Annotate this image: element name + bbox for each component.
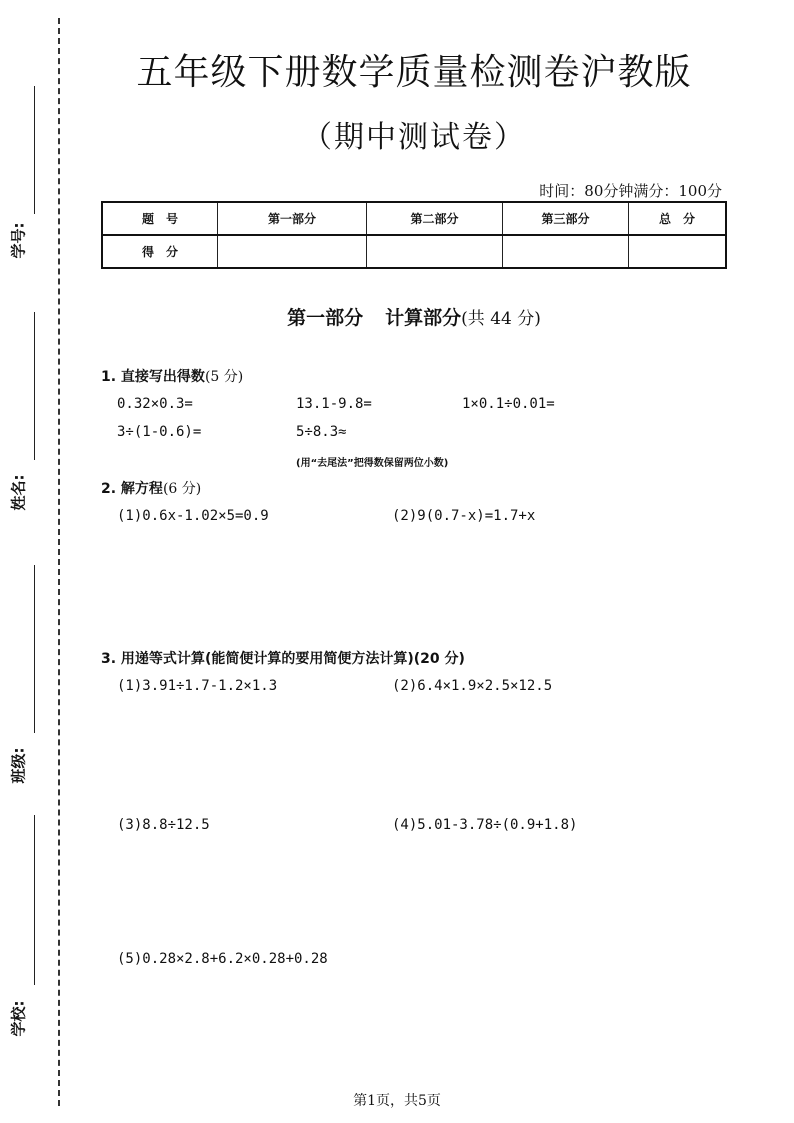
name-label: 姓名:: [9, 474, 28, 511]
school-field[interactable]: [0, 815, 52, 1035]
school-label: 学校:: [9, 1000, 28, 1037]
q3-item: (1)3.91÷1.7-1.2×1.3: [117, 678, 278, 694]
q3-item: (2)6.4×1.9×2.5×12.5: [392, 678, 553, 694]
q1-heading: [101, 366, 243, 386]
q3-item: (4)5.01-3.78÷(0.9+1.8): [392, 817, 578, 833]
school-line: [34, 815, 35, 985]
class-line: [34, 565, 35, 733]
q2-heading: [101, 478, 201, 498]
score-cell-part3[interactable]: [503, 235, 629, 268]
student-id-label: 学号:: [9, 222, 28, 259]
q3-item: (5)0.28×2.8+6.2×0.28+0.28: [117, 951, 328, 967]
q1-item: 3÷(1-0.6)=: [117, 424, 202, 440]
score-table-score-row: [102, 235, 726, 268]
section-heading: [100, 303, 728, 330]
q2-title: 2. 解方程: [101, 481, 163, 497]
q1-points: (5 分): [204, 369, 244, 385]
time-and-score-info: 时间：80分钟满分：100分: [539, 182, 722, 200]
q1-item: 13.1-9.8=: [296, 396, 372, 412]
q1-note: (用“去尾法”把得数保留两位小数): [296, 458, 449, 469]
name-line: [34, 312, 35, 460]
student-id-field[interactable]: [0, 80, 52, 260]
q1-item: 1×0.1÷0.01=: [462, 396, 555, 412]
class-label: 班级:: [9, 747, 28, 784]
q1-item: 0.32×0.3=: [117, 396, 193, 412]
q1-title: 1. 直接写出得数: [101, 369, 205, 385]
exam-title: 五年级下册数学质量检测卷沪教版: [136, 52, 692, 93]
table-cell: 总 分: [629, 202, 727, 235]
table-cell: 得 分: [102, 235, 218, 268]
binding-dashed-line: [58, 18, 60, 1106]
table-cell: 题 号: [102, 202, 218, 235]
q2-points: (6 分): [162, 481, 202, 497]
q3-subtitle: (能简便计算的要用简便方法计算): [204, 651, 414, 667]
q3-item: (3)8.8÷12.5: [117, 817, 210, 833]
table-cell: 第三部分: [503, 202, 629, 235]
student-id-line: [34, 86, 35, 214]
class-field[interactable]: [0, 565, 52, 785]
table-cell: 第二部分: [367, 202, 503, 235]
section-points: (共 44 分): [461, 309, 541, 329]
score-cell-total[interactable]: [629, 235, 727, 268]
score-cell-part1[interactable]: [218, 235, 367, 268]
exam-subtitle: （期中测试卷）: [302, 120, 526, 155]
q1-item: 5÷8.3≈: [296, 424, 347, 440]
section-name: 计算部分: [385, 307, 462, 329]
page-number: 第1页，共5页: [353, 1093, 441, 1109]
q2-item: (1)0.6x-1.02×5=0.9: [117, 508, 269, 524]
q3-points: (20 分): [413, 651, 465, 667]
score-cell-part2[interactable]: [367, 235, 503, 268]
section-part: 第一部分: [287, 307, 364, 329]
score-table-header-row: [102, 202, 726, 235]
q3-heading: [101, 648, 465, 668]
q2-item: (2)9(0.7-x)=1.7+x: [392, 508, 536, 524]
q3-title: 3. 用递等式计算: [101, 651, 205, 667]
name-field[interactable]: [0, 312, 52, 512]
table-cell: 第一部分: [218, 202, 367, 235]
score-table: [101, 201, 727, 269]
